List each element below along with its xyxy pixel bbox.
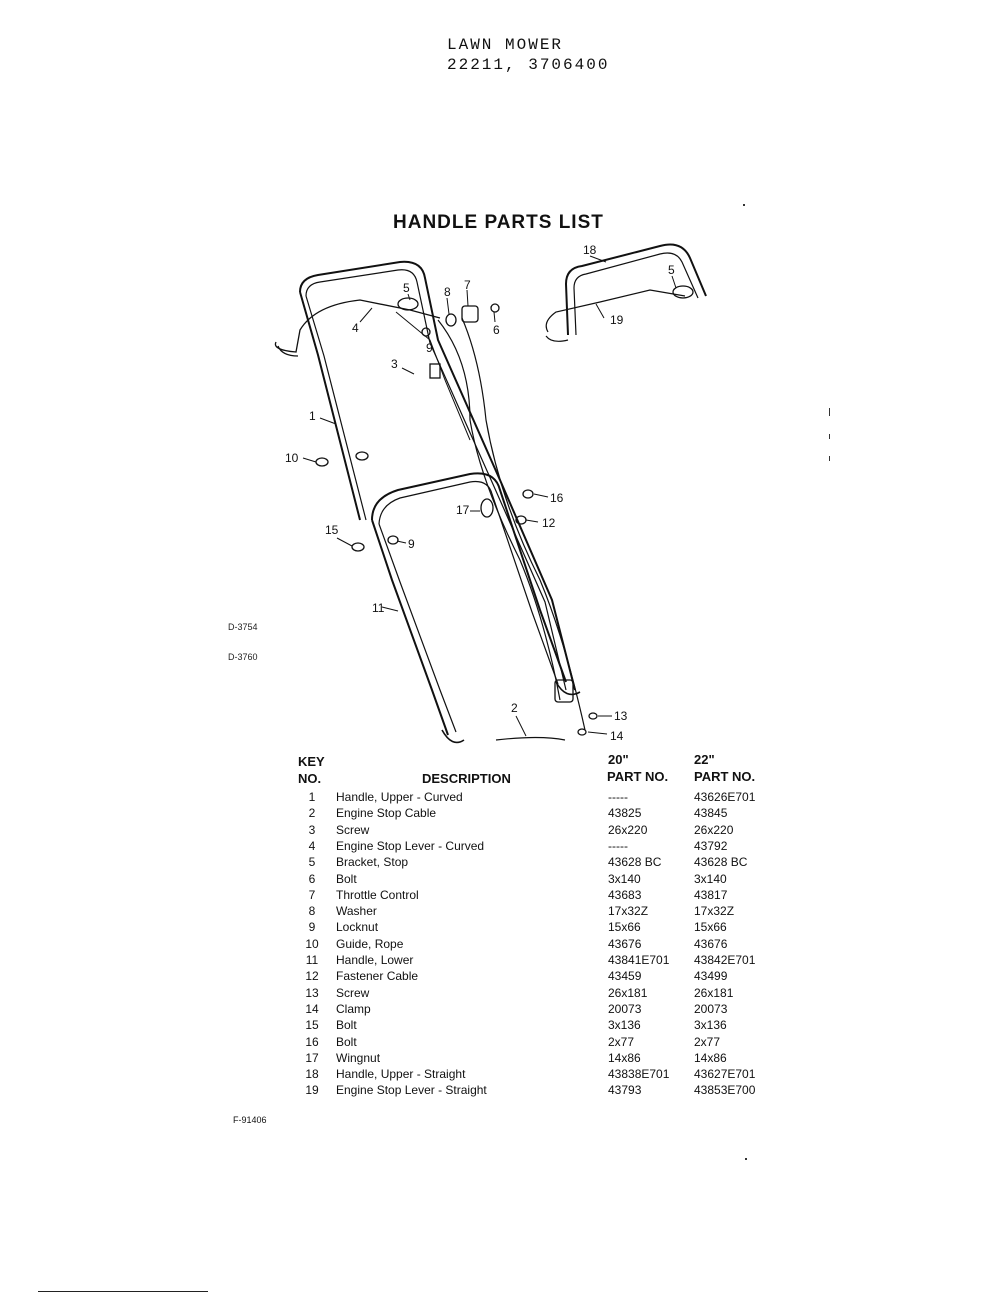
key-cell: 8 bbox=[308, 904, 316, 919]
key-cell: 13 bbox=[305, 985, 319, 1000]
part-20-cell: 14x86 bbox=[608, 1050, 641, 1065]
callout-14: 14 bbox=[610, 729, 624, 743]
description-cell: Engine Stop Lever - Straight bbox=[336, 1083, 487, 1098]
key-cell: 16 bbox=[305, 1034, 319, 1049]
model-numbers: 22211, 3706400 bbox=[447, 56, 610, 74]
callout-16: 16 bbox=[550, 491, 564, 505]
description-cell: Wingnut bbox=[336, 1050, 381, 1065]
part-22-cell: 26x220 bbox=[694, 822, 734, 837]
key-cell: 1 bbox=[308, 790, 316, 804]
key-cell: 9 bbox=[308, 920, 316, 935]
key-cell: 17 bbox=[305, 1050, 319, 1065]
key-cell: 11 bbox=[305, 953, 319, 967]
figure-ref-1: D-3754 bbox=[228, 622, 258, 632]
part-22-cell: 3x136 bbox=[694, 1018, 727, 1033]
table-row bbox=[0, 888, 780, 904]
key-cell: 19 bbox=[305, 1083, 319, 1098]
col-header-part-20: PART NO. bbox=[607, 769, 669, 784]
key-cell: 2 bbox=[308, 806, 316, 821]
part-20-cell: 43841E701 bbox=[608, 953, 670, 967]
part-20-cell: 26x181 bbox=[608, 985, 648, 1000]
description-cell: Clamp bbox=[336, 1001, 371, 1016]
scan-speck bbox=[829, 434, 830, 439]
figure-ref-2: D-3760 bbox=[228, 652, 258, 662]
callout-19: 19 bbox=[610, 313, 624, 327]
callout-1: 1 bbox=[309, 409, 316, 423]
callout-11: 11 bbox=[372, 601, 385, 615]
callout-15: 15 bbox=[325, 523, 339, 537]
description-cell: Engine Stop Cable bbox=[336, 806, 437, 821]
key-cell: 5 bbox=[308, 855, 316, 870]
callout-4: 4 bbox=[352, 321, 359, 335]
scan-speck bbox=[743, 204, 745, 206]
col-header-part-22: PART NO. bbox=[694, 769, 756, 784]
key-cell: 14 bbox=[305, 1001, 319, 1016]
part-20-cell: 43628 BC bbox=[608, 855, 662, 870]
table-row bbox=[0, 1035, 780, 1051]
part-20-cell: 43825 bbox=[608, 806, 642, 821]
table-row bbox=[0, 986, 780, 1002]
part-20-cell: ----- bbox=[608, 838, 628, 853]
key-cell: 10 bbox=[305, 936, 319, 951]
description-cell: Fastener Cable bbox=[336, 969, 419, 984]
part-20-cell: 43793 bbox=[608, 1083, 642, 1098]
description-cell: Engine Stop Lever - Curved bbox=[336, 838, 485, 853]
part-20-cell: 20073 bbox=[608, 1001, 642, 1016]
lower-handle-left-leg bbox=[372, 520, 448, 735]
description-cell: Locknut bbox=[336, 920, 379, 935]
upper-straight-handle bbox=[566, 245, 706, 336]
table-row bbox=[0, 904, 780, 920]
parts-table-body bbox=[0, 790, 800, 1100]
part-22-cell: 26x181 bbox=[694, 985, 734, 1000]
page-title: HANDLE PARTS LIST bbox=[393, 212, 604, 233]
scan-speck bbox=[745, 1158, 747, 1160]
part-22-cell: 43628 BC bbox=[694, 855, 748, 870]
part-22-cell: 43626E701 bbox=[694, 790, 756, 804]
callout-10: 10 bbox=[285, 451, 299, 465]
part-22-cell: 3x140 bbox=[694, 871, 727, 886]
key-cell: 3 bbox=[308, 822, 316, 837]
description-cell: Screw bbox=[336, 985, 370, 1000]
callout-18: 18 bbox=[583, 243, 597, 257]
table-row bbox=[0, 937, 780, 953]
part-22-cell: 43842E701 bbox=[694, 953, 756, 967]
callout-5-straight: 5 bbox=[668, 263, 675, 277]
table-row bbox=[0, 855, 780, 871]
description-cell: Bolt bbox=[336, 1018, 357, 1033]
key-cell: 6 bbox=[308, 871, 316, 886]
part-22-cell: 20073 bbox=[694, 1001, 728, 1016]
part-22-cell: 15x66 bbox=[694, 920, 727, 935]
part-20-cell: 43676 bbox=[608, 936, 642, 951]
part-22-cell: 43627E701 bbox=[694, 1067, 756, 1082]
col-header-key: KEY bbox=[298, 754, 325, 769]
part-22-cell: 2x77 bbox=[694, 1034, 721, 1049]
callout-17: 17 bbox=[456, 503, 470, 517]
col-header-no: NO. bbox=[298, 771, 322, 786]
col-header-20in: 20" bbox=[608, 752, 629, 767]
part-22-cell: 43845 bbox=[694, 806, 728, 821]
description-cell: Bolt bbox=[336, 871, 357, 886]
part-20-cell: 43838E701 bbox=[608, 1067, 670, 1082]
upper-curved-handle bbox=[300, 262, 575, 690]
table-row bbox=[0, 806, 780, 822]
description-cell: Handle, Lower bbox=[336, 953, 414, 967]
key-cell: 12 bbox=[305, 969, 319, 984]
bracket-stop-part bbox=[398, 298, 418, 310]
table-row bbox=[0, 969, 780, 985]
col-header-description: DESCRIPTION bbox=[422, 771, 511, 786]
callout-2: 2 bbox=[511, 701, 518, 715]
cable-end bbox=[496, 738, 565, 741]
part-22-cell: 43817 bbox=[694, 887, 728, 902]
part-22-cell: 43676 bbox=[694, 936, 728, 951]
callout-3: 3 bbox=[391, 357, 398, 371]
description-cell: Handle, Upper - Straight bbox=[336, 1067, 466, 1082]
callout-5: 5 bbox=[403, 281, 410, 295]
part-20-cell: 3x140 bbox=[608, 871, 641, 886]
part-20-cell: 17x32Z bbox=[608, 904, 649, 919]
table-row bbox=[0, 1083, 780, 1099]
upper-curved-handle-left-leg bbox=[300, 292, 360, 520]
callout-9-lower: 9 bbox=[408, 537, 415, 551]
scan-speck bbox=[829, 456, 830, 461]
part-22-cell: 17x32Z bbox=[694, 904, 735, 919]
key-cell: 15 bbox=[305, 1018, 319, 1033]
callout-7: 7 bbox=[464, 278, 471, 292]
table-row bbox=[0, 1051, 780, 1067]
part-22-cell: 43499 bbox=[694, 969, 728, 984]
table-row bbox=[0, 953, 780, 969]
table-row bbox=[0, 1002, 780, 1018]
description-cell: Washer bbox=[336, 904, 377, 919]
callout-12: 12 bbox=[542, 516, 556, 530]
description-cell: Throttle Control bbox=[336, 887, 419, 902]
description-cell: Bracket, Stop bbox=[336, 855, 409, 870]
description-cell: Bolt bbox=[336, 1034, 357, 1049]
key-cell: 7 bbox=[308, 887, 316, 902]
key-cell: 18 bbox=[305, 1067, 319, 1082]
table-row bbox=[0, 1018, 780, 1034]
key-cell: 4 bbox=[308, 838, 316, 853]
part-22-cell: 43853E700 bbox=[694, 1083, 756, 1098]
part-22-cell: 14x86 bbox=[694, 1050, 727, 1065]
bottom-rule bbox=[38, 1291, 208, 1292]
part-20-cell: 15x66 bbox=[608, 920, 641, 935]
table-row bbox=[0, 790, 780, 806]
callout-9: 9 bbox=[426, 341, 433, 355]
part-20-cell: 2x77 bbox=[608, 1034, 635, 1049]
description-cell: Guide, Rope bbox=[336, 936, 404, 951]
part-20-cell: 26x220 bbox=[608, 822, 648, 837]
part-22-cell: 43792 bbox=[694, 838, 728, 853]
part-20-cell: 43683 bbox=[608, 887, 642, 902]
throttle-control-part bbox=[462, 306, 478, 322]
table-row bbox=[0, 839, 780, 855]
description-cell: Handle, Upper - Curved bbox=[336, 790, 463, 804]
scan-speck bbox=[829, 408, 830, 416]
description-cell: Screw bbox=[336, 822, 370, 837]
callout-8: 8 bbox=[444, 285, 451, 299]
model-name: LAWN MOWER bbox=[447, 36, 564, 54]
footer-code: F-91406 bbox=[233, 1115, 267, 1125]
table-row bbox=[0, 920, 780, 936]
table-row bbox=[0, 872, 780, 888]
table-row bbox=[0, 823, 780, 839]
part-20-cell: 3x136 bbox=[608, 1018, 641, 1033]
col-header-22in: 22" bbox=[694, 752, 715, 767]
part-20-cell: 43459 bbox=[608, 969, 642, 984]
callout-6: 6 bbox=[493, 323, 500, 337]
callout-13: 13 bbox=[614, 709, 628, 723]
table-row bbox=[0, 1067, 780, 1083]
part-20-cell: ----- bbox=[608, 790, 628, 804]
